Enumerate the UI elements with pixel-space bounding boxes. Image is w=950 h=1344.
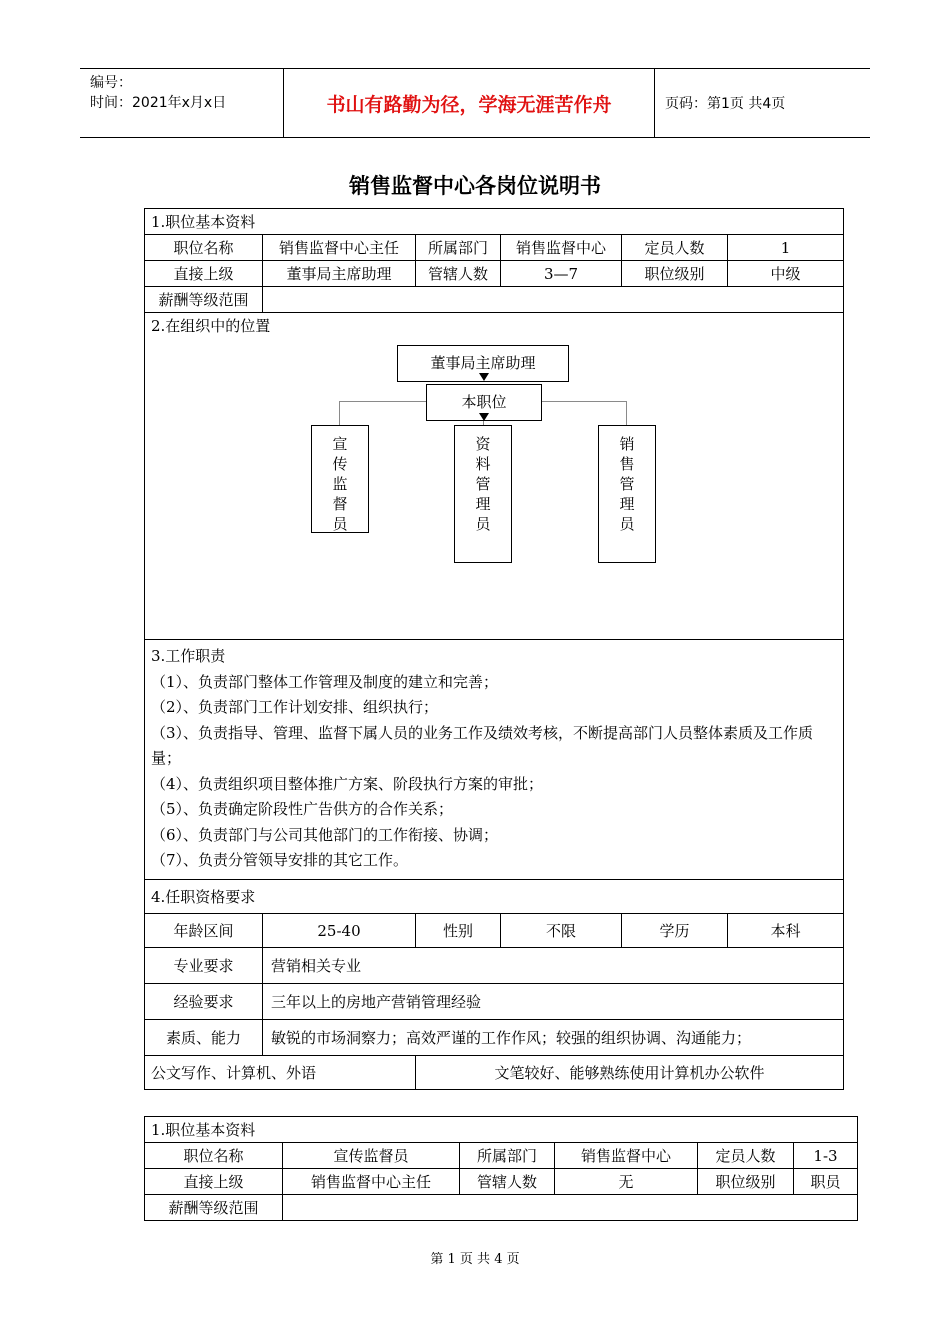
experience-value: 三年以上的房地产营销管理经验 <box>263 984 844 1020</box>
arrow-down-icon <box>479 373 489 381</box>
section-heading: 1.职位基本资料 <box>145 1117 858 1143</box>
ability-value: 敏锐的市场洞察力；高效严谨的工作作风；较强的组织协调、沟通能力； <box>263 1020 844 1056</box>
cell: 销售监督中心 <box>501 235 622 261</box>
duty-item: （6）、负责部门与公司其他部门的工作衔接、协调； <box>151 825 499 844</box>
table-row <box>145 1143 858 1169</box>
table-row <box>145 1195 858 1221</box>
salary-label: 薪酬等级范围 <box>145 287 263 313</box>
table-row <box>145 1169 858 1195</box>
salary-value <box>263 287 844 313</box>
office-value: 文笔较好、能够熟练使用计算机办公软件 <box>416 1056 844 1090</box>
table-row <box>145 287 844 313</box>
cell: 职位名称 <box>145 235 263 261</box>
cell: 无 <box>555 1169 698 1195</box>
experience-label: 经验要求 <box>145 984 263 1020</box>
duty-item: （5）、负责确定阶段性广告供方的合作关系； <box>151 800 454 818</box>
cell: 职位级别 <box>698 1169 794 1195</box>
cell: 年龄区间 <box>145 914 263 948</box>
cell: 直接上级 <box>145 261 263 287</box>
org-node-self: 本职位 <box>426 384 542 421</box>
document-title: 销售监督中心各岗位说明书 <box>349 174 601 198</box>
cell: 性别 <box>416 914 501 948</box>
cell: 职员 <box>794 1169 858 1195</box>
duty-item: （1）、负责部门整体工作管理及制度的建立和完善； <box>151 672 499 691</box>
header-page-label: 页码：第1页 共4页 <box>665 96 786 112</box>
cell: 宣传监督员 <box>283 1143 460 1169</box>
org-connector <box>626 401 627 425</box>
major-label: 专业要求 <box>145 948 263 984</box>
cell: 管辖人数 <box>416 261 501 287</box>
cell: 定员人数 <box>622 235 728 261</box>
header-motto: 书山有路勤为径，学海无涯苦作舟 <box>283 69 655 137</box>
cell: 管辖人数 <box>460 1169 555 1195</box>
section-heading: 2.在组织中的位置 <box>151 317 271 335</box>
duty-item: （7）、负责分管领导安排的其它工作。 <box>151 851 409 869</box>
table-row <box>145 235 844 261</box>
duties-section <box>145 640 844 880</box>
cell: 直接上级 <box>145 1169 283 1195</box>
table-row <box>145 914 844 948</box>
cell: 中级 <box>728 261 844 287</box>
job-description-table <box>144 208 844 1090</box>
org-chart <box>151 339 843 639</box>
cell: 1-3 <box>794 1143 858 1169</box>
cell: 本科 <box>728 914 844 948</box>
salary-value <box>283 1195 858 1221</box>
cell: 销售监督中心主任 <box>263 235 416 261</box>
ability-label: 素质、能力 <box>145 1020 263 1056</box>
major-value: 营销相关专业 <box>263 948 844 984</box>
org-node-top: 董事局主席助理 <box>397 345 569 382</box>
cell: 学历 <box>622 914 728 948</box>
duty-item: （3）、负责指导、管理、监督下属人员的业务工作及绩效考核，不断提高部门人员整体素质及工作质量； <box>151 723 814 767</box>
section-heading: 4.任职资格要求 <box>145 880 844 914</box>
org-node-sub: 资料管理员 <box>454 425 512 563</box>
cell: 不限 <box>501 914 622 948</box>
duty-item: （2）、负责部门工作计划安排、组织执行； <box>151 698 439 716</box>
section-heading: 1.职位基本资料 <box>145 209 844 235</box>
header-meta <box>80 69 283 137</box>
section-heading: 3.工作职责 <box>151 647 226 665</box>
cell: 25-40 <box>263 914 416 948</box>
cell: 销售监督中心主任 <box>283 1169 460 1195</box>
duty-item: （4）、负责组织项目整体推广方案、阶段执行方案的审批； <box>151 774 544 793</box>
org-node-sub: 销售管理员 <box>598 425 656 563</box>
cell: 职位级别 <box>622 261 728 287</box>
job-description-table-2 <box>144 1116 858 1221</box>
org-section <box>145 313 844 640</box>
cell: 董事局主席助理 <box>263 261 416 287</box>
org-connector <box>339 401 340 425</box>
table-row <box>145 948 844 984</box>
page-header <box>80 68 870 138</box>
cell: 定员人数 <box>698 1143 794 1169</box>
table-row <box>145 261 844 287</box>
table-row <box>145 1020 844 1056</box>
cell: 销售监督中心 <box>555 1143 698 1169</box>
cell: 职位名称 <box>145 1143 283 1169</box>
cell: 3—7 <box>501 261 622 287</box>
arrow-down-icon <box>479 413 489 421</box>
page-footer: 第 1 页 共 4 页 <box>430 1252 520 1267</box>
cell: 所属部门 <box>416 235 501 261</box>
cell: 1 <box>728 235 844 261</box>
salary-label: 薪酬等级范围 <box>145 1195 283 1221</box>
number-label: 编号： <box>90 75 132 91</box>
time-label: 时间：2021年x月x日 <box>90 95 227 111</box>
org-node-sub: 宣传监督员 <box>311 425 369 533</box>
cell: 所属部门 <box>460 1143 555 1169</box>
table-row <box>145 984 844 1020</box>
office-label: 公文写作、计算机、外语 <box>145 1056 416 1090</box>
table-row <box>145 1056 844 1090</box>
